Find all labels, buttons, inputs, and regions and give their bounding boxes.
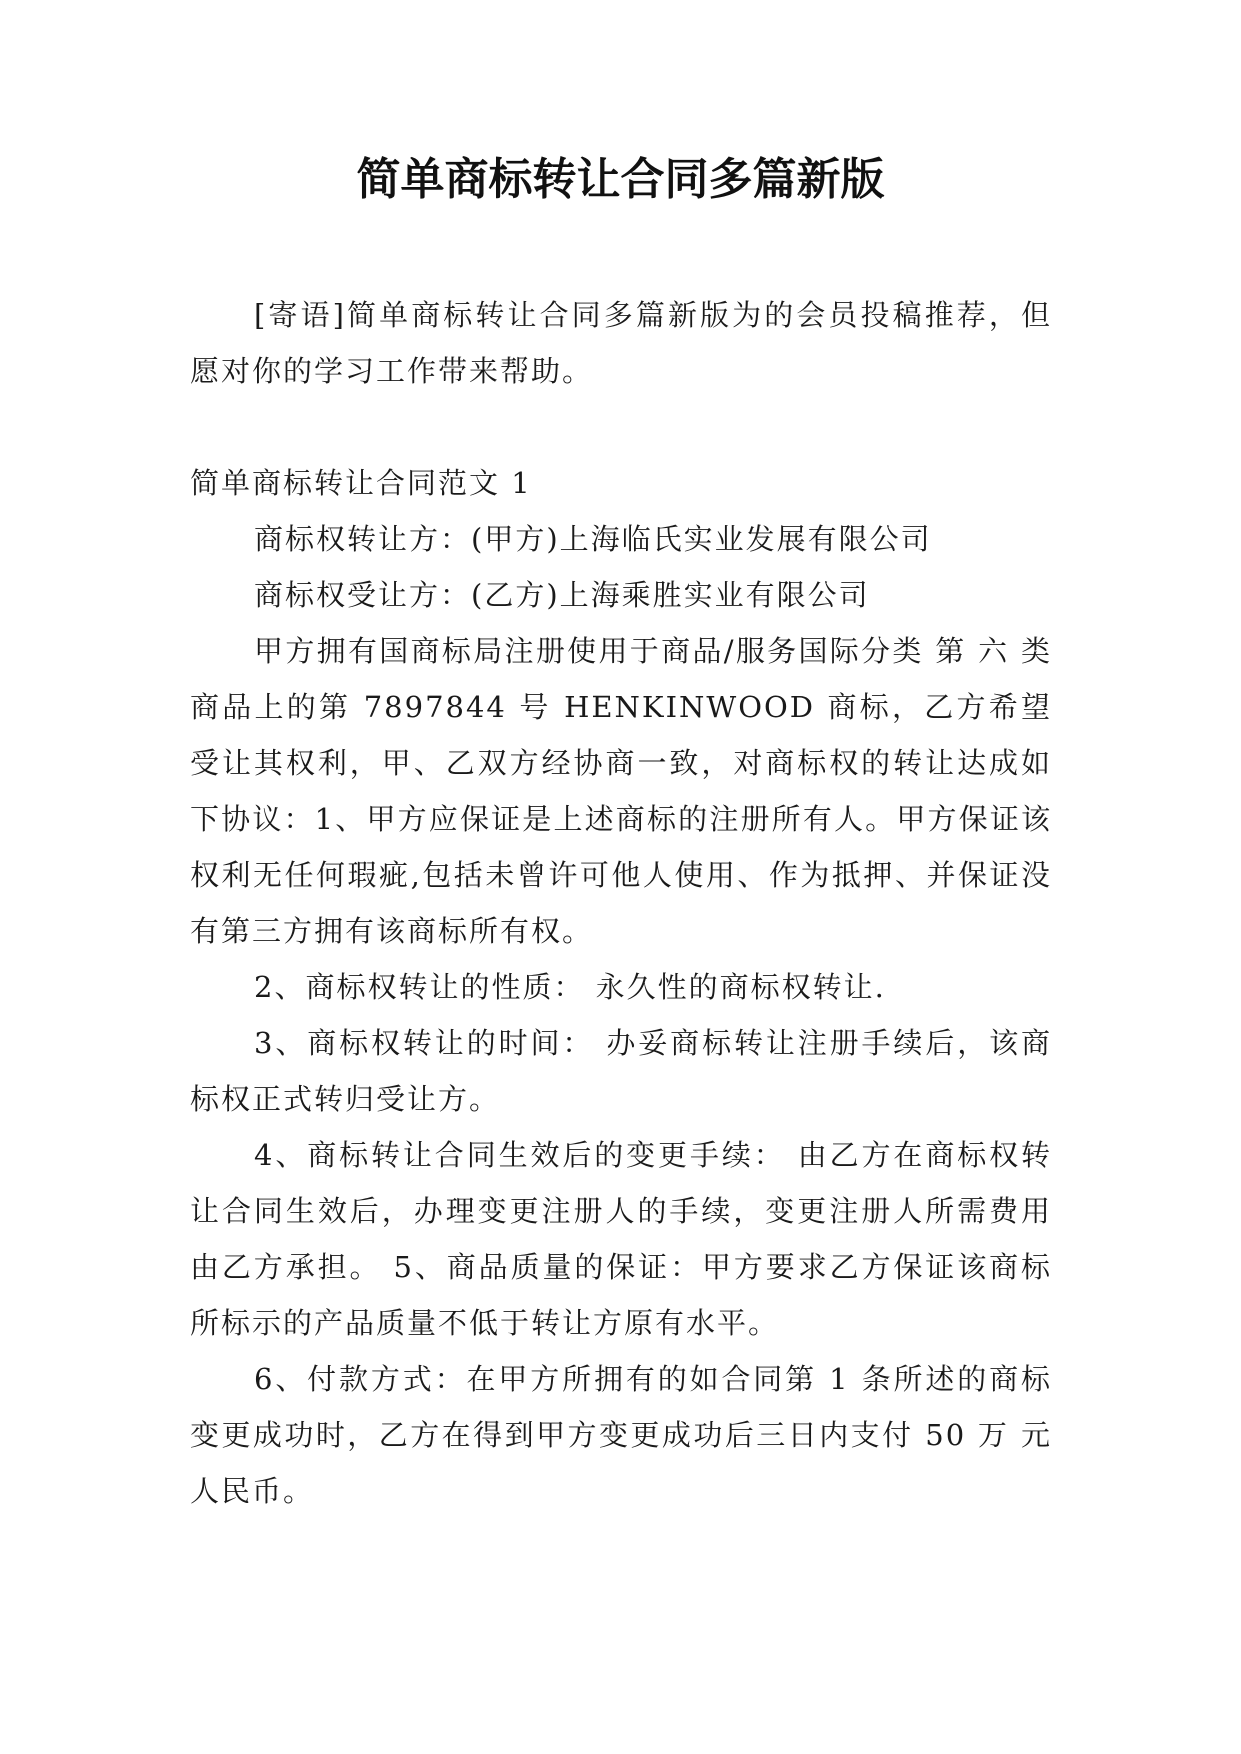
document-body: [190, 287, 1052, 1519]
intro-paragraph: [寄语]简单商标转让合同多篇新版为的会员投稿推荐，但愿对你的学习工作带来帮助。: [190, 298, 1052, 388]
paragraph-spacer: [190, 399, 1052, 455]
paragraph-transferee: 商标权受让方：(乙方)上海乘胜实业有限公司: [254, 578, 870, 612]
section-heading: 简单商标转让合同范文 1: [190, 466, 532, 500]
paragraph-clause-3: 3、商标权转让的时间： 办妥商标转让注册手续后，该商标权正式转归受让方。: [190, 1026, 1052, 1116]
document-title: 简单商标转让合同多篇新版: [356, 154, 885, 205]
paragraph-clause-6: 6、付款方式：在甲方所拥有的如合同第 1 条所述的商标变更成功时，乙方在得到甲方变更成功后三日内支付 50 万 元人民币。: [190, 1362, 1052, 1508]
paragraph-clause-2: 2、商标权转让的性质： 永久性的商标权转让.: [254, 970, 886, 1004]
paragraph-transferor: 商标权转让方：(甲方)上海临氏实业发展有限公司: [254, 522, 932, 556]
paragraph-clause-1: 甲方拥有国商标局注册使用于商品/服务国际分类 第 六 类商品上的第 7897844 号 HENKINWOOD 商标，乙方希望受让其权利，甲、乙双方经协商一致，对商标权的转让达成如下协议：1、甲方应保证是上述商标的注册所有人。甲方保证该权利无任何瑕疵,包括未曾许可他人使用、作为抵押、并保证没有第三方拥有该商标所有权。: [190, 634, 1052, 948]
paragraph-clause-4-5: 4、商标转让合同生效后的变更手续： 由乙方在商标权转让合同生效后，办理变更注册人的手续，变更注册人所需费用由乙方承担。 5、商品质量的保证：甲方要求乙方保证该商标所标示的产品质量不低于转让方原有水平。: [190, 1138, 1052, 1340]
